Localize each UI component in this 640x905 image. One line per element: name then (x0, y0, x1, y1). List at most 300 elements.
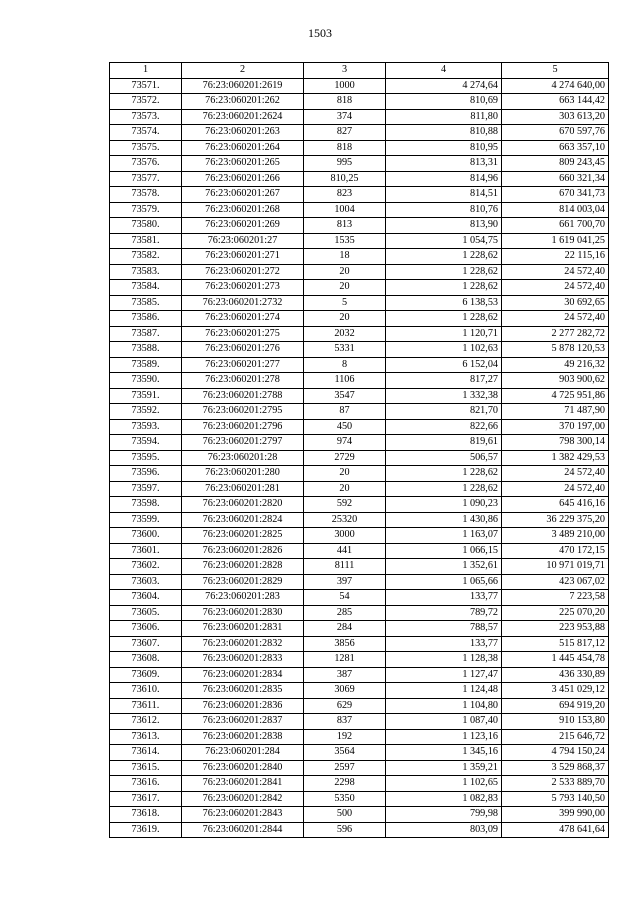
rate-cell: 1 065,66 (386, 574, 502, 590)
rate-cell: 1 228,62 (386, 280, 502, 296)
area-cell: 20 (304, 280, 386, 296)
rate-cell: 810,88 (386, 125, 502, 141)
rate-cell: 1 228,62 (386, 264, 502, 280)
area-cell: 3069 (304, 683, 386, 699)
table-row (110, 822, 609, 838)
area-cell: 500 (304, 807, 386, 823)
table-row (110, 652, 609, 668)
row-number: 73599. (110, 512, 182, 528)
area-cell: 3564 (304, 745, 386, 761)
table-row (110, 760, 609, 776)
cadastral-number: 76:23:060201:280 (182, 466, 304, 482)
area-cell: 5350 (304, 791, 386, 807)
area-cell: 374 (304, 109, 386, 125)
rate-cell: 811,80 (386, 109, 502, 125)
row-number: 73601. (110, 543, 182, 559)
row-number: 73580. (110, 218, 182, 234)
table-row (110, 791, 609, 807)
table-row (110, 636, 609, 652)
table-row (110, 249, 609, 265)
cadastral-number: 76:23:060201:2842 (182, 791, 304, 807)
rate-cell: 819,61 (386, 435, 502, 451)
area-cell: 5331 (304, 342, 386, 358)
area-cell: 629 (304, 698, 386, 714)
cadastral-number: 76:23:060201:2732 (182, 295, 304, 311)
rate-cell: 810,76 (386, 202, 502, 218)
value-cell: 910 153,80 (502, 714, 609, 730)
cadastral-number: 76:23:060201:2838 (182, 729, 304, 745)
row-number: 73587. (110, 326, 182, 342)
row-number: 73578. (110, 187, 182, 203)
table-row (110, 528, 609, 544)
value-cell: 645 416,16 (502, 497, 609, 513)
table-row (110, 574, 609, 590)
cadastral-number: 76:23:060201:2830 (182, 605, 304, 621)
table-row (110, 109, 609, 125)
row-number: 73609. (110, 667, 182, 683)
cadastral-number: 76:23:060201:272 (182, 264, 304, 280)
rate-cell: 1 066,15 (386, 543, 502, 559)
row-number: 73586. (110, 311, 182, 327)
value-cell: 22 115,16 (502, 249, 609, 265)
rate-cell: 822,66 (386, 419, 502, 435)
table-row (110, 698, 609, 714)
table-row (110, 171, 609, 187)
rate-cell: 1 124,48 (386, 683, 502, 699)
value-cell: 1 382 429,53 (502, 450, 609, 466)
cadastral-number: 76:23:060201:2825 (182, 528, 304, 544)
row-number: 73606. (110, 621, 182, 637)
registry-table (109, 62, 609, 838)
area-cell: 18 (304, 249, 386, 265)
rate-cell: 1 082,83 (386, 791, 502, 807)
table-row (110, 125, 609, 141)
area-cell: 2597 (304, 760, 386, 776)
column-header-5: 5 (502, 63, 609, 79)
row-number: 73618. (110, 807, 182, 823)
rate-cell: 814,96 (386, 171, 502, 187)
rate-cell: 814,51 (386, 187, 502, 203)
table-row (110, 512, 609, 528)
rate-cell: 1 123,16 (386, 729, 502, 745)
table-row (110, 466, 609, 482)
value-cell: 49 216,32 (502, 357, 609, 373)
area-cell: 25320 (304, 512, 386, 528)
value-cell: 2 533 889,70 (502, 776, 609, 792)
cadastral-number: 76:23:060201:2837 (182, 714, 304, 730)
rate-cell: 133,77 (386, 636, 502, 652)
rate-cell: 4 274,64 (386, 78, 502, 94)
rate-cell: 1 102,63 (386, 342, 502, 358)
value-cell: 3 529 868,37 (502, 760, 609, 776)
value-cell: 24 572,40 (502, 466, 609, 482)
row-number: 73611. (110, 698, 182, 714)
table-row (110, 311, 609, 327)
value-cell: 663 357,10 (502, 140, 609, 156)
row-number: 73614. (110, 745, 182, 761)
row-number: 73576. (110, 156, 182, 172)
cadastral-number: 76:23:060201:2828 (182, 559, 304, 575)
table-row (110, 481, 609, 497)
rate-cell: 1 087,40 (386, 714, 502, 730)
rate-cell: 821,70 (386, 404, 502, 420)
area-cell: 810,25 (304, 171, 386, 187)
rate-cell: 1 090,23 (386, 497, 502, 513)
row-number: 73582. (110, 249, 182, 265)
value-cell: 24 572,40 (502, 280, 609, 296)
cadastral-number: 76:23:060201:2795 (182, 404, 304, 420)
table-row (110, 388, 609, 404)
cadastral-number: 76:23:060201:273 (182, 280, 304, 296)
rate-cell: 810,95 (386, 140, 502, 156)
row-number: 73605. (110, 605, 182, 621)
table-row (110, 342, 609, 358)
value-cell: 3 489 210,00 (502, 528, 609, 544)
row-number: 73598. (110, 497, 182, 513)
rate-cell: 788,57 (386, 621, 502, 637)
table-row (110, 621, 609, 637)
area-cell: 20 (304, 311, 386, 327)
rate-cell: 789,72 (386, 605, 502, 621)
cadastral-number: 76:23:060201:263 (182, 125, 304, 141)
table-row (110, 729, 609, 745)
row-number: 73591. (110, 388, 182, 404)
cadastral-number: 76:23:060201:2844 (182, 822, 304, 838)
rate-cell: 1 359,21 (386, 760, 502, 776)
cadastral-number: 76:23:060201:2796 (182, 419, 304, 435)
cadastral-number: 76:23:060201:2788 (182, 388, 304, 404)
rate-cell: 810,69 (386, 94, 502, 110)
value-cell: 7 223,58 (502, 590, 609, 606)
rate-cell: 6 152,04 (386, 357, 502, 373)
cadastral-number: 76:23:060201:278 (182, 373, 304, 389)
table-row (110, 326, 609, 342)
area-cell: 2729 (304, 450, 386, 466)
area-cell: 192 (304, 729, 386, 745)
value-cell: 71 487,90 (502, 404, 609, 420)
value-cell: 10 971 019,71 (502, 559, 609, 575)
rate-cell: 6 138,53 (386, 295, 502, 311)
row-number: 73616. (110, 776, 182, 792)
cadastral-number: 76:23:060201:27 (182, 233, 304, 249)
value-cell: 694 919,20 (502, 698, 609, 714)
value-cell: 4 794 150,24 (502, 745, 609, 761)
area-cell: 818 (304, 94, 386, 110)
area-cell: 837 (304, 714, 386, 730)
row-number: 73604. (110, 590, 182, 606)
cadastral-number: 76:23:060201:2619 (182, 78, 304, 94)
value-cell: 1 619 041,25 (502, 233, 609, 249)
cadastral-number: 76:23:060201:2840 (182, 760, 304, 776)
rate-cell: 506,57 (386, 450, 502, 466)
row-number: 73617. (110, 791, 182, 807)
rate-cell: 1 127,47 (386, 667, 502, 683)
rate-cell: 1 228,62 (386, 466, 502, 482)
row-number: 73589. (110, 357, 182, 373)
row-number: 73572. (110, 94, 182, 110)
area-cell: 2298 (304, 776, 386, 792)
table-row (110, 156, 609, 172)
table-row (110, 683, 609, 699)
rate-cell: 1 332,38 (386, 388, 502, 404)
table-row (110, 373, 609, 389)
row-number: 73613. (110, 729, 182, 745)
cadastral-number: 76:23:060201:271 (182, 249, 304, 265)
row-number: 73590. (110, 373, 182, 389)
table-row (110, 667, 609, 683)
area-cell: 1106 (304, 373, 386, 389)
table-row (110, 590, 609, 606)
area-cell: 8111 (304, 559, 386, 575)
area-cell: 1004 (304, 202, 386, 218)
row-number: 73608. (110, 652, 182, 668)
rate-cell: 1 228,62 (386, 249, 502, 265)
table-row (110, 450, 609, 466)
area-cell: 87 (304, 404, 386, 420)
rate-cell: 1 128,38 (386, 652, 502, 668)
value-cell: 814 003,04 (502, 202, 609, 218)
rate-cell: 817,27 (386, 373, 502, 389)
row-number: 73579. (110, 202, 182, 218)
cadastral-number: 76:23:060201:2833 (182, 652, 304, 668)
area-cell: 823 (304, 187, 386, 203)
cadastral-number: 76:23:060201:276 (182, 342, 304, 358)
value-cell: 24 572,40 (502, 481, 609, 497)
table-row (110, 187, 609, 203)
area-cell: 54 (304, 590, 386, 606)
area-cell: 1281 (304, 652, 386, 668)
table-row (110, 202, 609, 218)
table-row (110, 218, 609, 234)
column-header-1: 1 (110, 63, 182, 79)
area-cell: 20 (304, 481, 386, 497)
table-row (110, 605, 609, 621)
value-cell: 30 692,65 (502, 295, 609, 311)
cadastral-number: 76:23:060201:275 (182, 326, 304, 342)
table-row (110, 714, 609, 730)
row-number: 73603. (110, 574, 182, 590)
rate-cell: 1 228,62 (386, 311, 502, 327)
cadastral-number: 76:23:060201:266 (182, 171, 304, 187)
value-cell: 5 878 120,53 (502, 342, 609, 358)
row-number: 73588. (110, 342, 182, 358)
rate-cell: 803,09 (386, 822, 502, 838)
row-number: 73592. (110, 404, 182, 420)
area-cell: 20 (304, 466, 386, 482)
cadastral-number: 76:23:060201:274 (182, 311, 304, 327)
row-number: 73575. (110, 140, 182, 156)
value-cell: 661 700,70 (502, 218, 609, 234)
value-cell: 215 646,72 (502, 729, 609, 745)
table-row (110, 404, 609, 420)
area-cell: 827 (304, 125, 386, 141)
table-row (110, 435, 609, 451)
value-cell: 423 067,02 (502, 574, 609, 590)
value-cell: 798 300,14 (502, 435, 609, 451)
area-cell: 397 (304, 574, 386, 590)
table-row (110, 94, 609, 110)
table-row (110, 78, 609, 94)
value-cell: 470 172,15 (502, 543, 609, 559)
cadastral-number: 76:23:060201:277 (182, 357, 304, 373)
cadastral-number: 76:23:060201:2824 (182, 512, 304, 528)
cadastral-number: 76:23:060201:281 (182, 481, 304, 497)
row-number: 73571. (110, 78, 182, 94)
cadastral-number: 76:23:060201:2624 (182, 109, 304, 125)
area-cell: 450 (304, 419, 386, 435)
value-cell: 370 197,00 (502, 419, 609, 435)
table-row (110, 357, 609, 373)
rate-cell: 1 430,86 (386, 512, 502, 528)
value-cell: 1 445 454,78 (502, 652, 609, 668)
column-header-3: 3 (304, 63, 386, 79)
table-row (110, 776, 609, 792)
cadastral-number: 76:23:060201:284 (182, 745, 304, 761)
value-cell: 670 341,73 (502, 187, 609, 203)
rate-cell: 1 102,65 (386, 776, 502, 792)
cadastral-number: 76:23:060201:2820 (182, 497, 304, 513)
rate-cell: 1 163,07 (386, 528, 502, 544)
header-row (110, 63, 609, 79)
row-number: 73610. (110, 683, 182, 699)
value-cell: 4 725 951,86 (502, 388, 609, 404)
value-cell: 663 144,42 (502, 94, 609, 110)
row-number: 73600. (110, 528, 182, 544)
cadastral-number: 76:23:060201:265 (182, 156, 304, 172)
cadastral-number: 76:23:060201:269 (182, 218, 304, 234)
row-number: 73581. (110, 233, 182, 249)
value-cell: 303 613,20 (502, 109, 609, 125)
cadastral-number: 76:23:060201:2835 (182, 683, 304, 699)
area-cell: 596 (304, 822, 386, 838)
row-number: 73573. (110, 109, 182, 125)
row-number: 73584. (110, 280, 182, 296)
cadastral-number: 76:23:060201:2797 (182, 435, 304, 451)
value-cell: 225 070,20 (502, 605, 609, 621)
area-cell: 3547 (304, 388, 386, 404)
row-number: 73577. (110, 171, 182, 187)
rate-cell: 1 104,80 (386, 698, 502, 714)
cadastral-number: 76:23:060201:262 (182, 94, 304, 110)
area-cell: 441 (304, 543, 386, 559)
row-number: 73619. (110, 822, 182, 838)
row-number: 73615. (110, 760, 182, 776)
cadastral-number: 76:23:060201:2832 (182, 636, 304, 652)
value-cell: 223 953,88 (502, 621, 609, 637)
table-row (110, 543, 609, 559)
rate-cell: 1 352,61 (386, 559, 502, 575)
rate-cell: 1 228,62 (386, 481, 502, 497)
page-number: 1503 (308, 26, 332, 40)
table-row (110, 140, 609, 156)
table-row (110, 233, 609, 249)
area-cell: 5 (304, 295, 386, 311)
row-number: 73595. (110, 450, 182, 466)
area-cell: 20 (304, 264, 386, 280)
table-row (110, 497, 609, 513)
cadastral-number: 76:23:060201:264 (182, 140, 304, 156)
area-cell: 813 (304, 218, 386, 234)
value-cell: 809 243,45 (502, 156, 609, 172)
area-cell: 3856 (304, 636, 386, 652)
table-row (110, 264, 609, 280)
value-cell: 24 572,40 (502, 264, 609, 280)
row-number: 73607. (110, 636, 182, 652)
table-row (110, 559, 609, 575)
cadastral-number: 76:23:060201:2834 (182, 667, 304, 683)
area-cell: 285 (304, 605, 386, 621)
row-number: 73585. (110, 295, 182, 311)
row-number: 73574. (110, 125, 182, 141)
cadastral-number: 76:23:060201:267 (182, 187, 304, 203)
area-cell: 592 (304, 497, 386, 513)
cadastral-number: 76:23:060201:2841 (182, 776, 304, 792)
rate-cell: 1 345,16 (386, 745, 502, 761)
row-number: 73583. (110, 264, 182, 280)
area-cell: 1000 (304, 78, 386, 94)
cadastral-number: 76:23:060201:2829 (182, 574, 304, 590)
table-row (110, 419, 609, 435)
row-number: 73602. (110, 559, 182, 575)
table-row (110, 295, 609, 311)
area-cell: 974 (304, 435, 386, 451)
row-number: 73612. (110, 714, 182, 730)
cadastral-number: 76:23:060201:283 (182, 590, 304, 606)
area-cell: 3000 (304, 528, 386, 544)
cadastral-number: 76:23:060201:2826 (182, 543, 304, 559)
area-cell: 995 (304, 156, 386, 172)
area-cell: 8 (304, 357, 386, 373)
value-cell: 399 990,00 (502, 807, 609, 823)
table-row (110, 807, 609, 823)
value-cell: 903 900,62 (502, 373, 609, 389)
area-cell: 2032 (304, 326, 386, 342)
table-row (110, 745, 609, 761)
rate-cell: 813,31 (386, 156, 502, 172)
cadastral-number: 76:23:060201:2836 (182, 698, 304, 714)
value-cell: 478 641,64 (502, 822, 609, 838)
value-cell: 660 321,34 (502, 171, 609, 187)
area-cell: 387 (304, 667, 386, 683)
value-cell: 4 274 640,00 (502, 78, 609, 94)
rate-cell: 799,98 (386, 807, 502, 823)
column-header-4: 4 (386, 63, 502, 79)
cadastral-number: 76:23:060201:2831 (182, 621, 304, 637)
value-cell: 436 330,89 (502, 667, 609, 683)
area-cell: 284 (304, 621, 386, 637)
table-row (110, 280, 609, 296)
rate-cell: 133,77 (386, 590, 502, 606)
value-cell: 5 793 140,50 (502, 791, 609, 807)
rate-cell: 1 054,75 (386, 233, 502, 249)
value-cell: 515 817,12 (502, 636, 609, 652)
value-cell: 3 451 029,12 (502, 683, 609, 699)
rate-cell: 813,90 (386, 218, 502, 234)
area-cell: 1535 (304, 233, 386, 249)
value-cell: 670 597,76 (502, 125, 609, 141)
row-number: 73593. (110, 419, 182, 435)
value-cell: 24 572,40 (502, 311, 609, 327)
row-number: 73597. (110, 481, 182, 497)
rate-cell: 1 120,71 (386, 326, 502, 342)
column-header-2: 2 (182, 63, 304, 79)
value-cell: 36 229 375,20 (502, 512, 609, 528)
area-cell: 818 (304, 140, 386, 156)
cadastral-number: 76:23:060201:2843 (182, 807, 304, 823)
row-number: 73594. (110, 435, 182, 451)
value-cell: 2 277 282,72 (502, 326, 609, 342)
cadastral-number: 76:23:060201:268 (182, 202, 304, 218)
